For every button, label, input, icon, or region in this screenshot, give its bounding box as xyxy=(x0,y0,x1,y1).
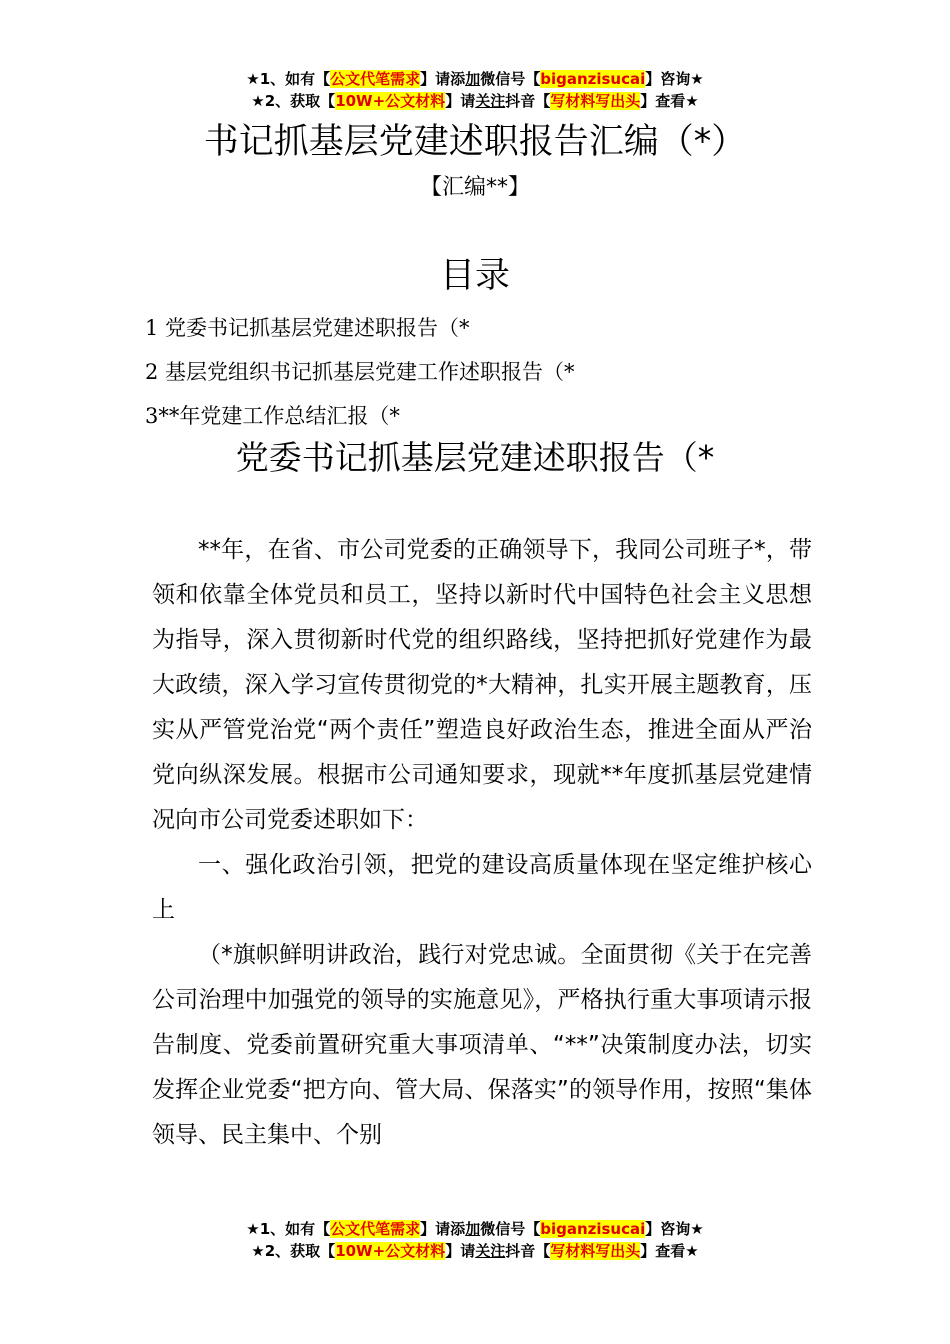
banner-text: 】查看★ xyxy=(640,92,699,110)
body-text xyxy=(152,528,812,1158)
toc-title: 目录 xyxy=(439,256,510,296)
paragraph: （*旗帜鲜明讲政治，践行对党忠诚。全面贯彻《关于在完善公司治理中加强党的领导的实施意见》，严格执行重大事项请示报告制度、党委前置研究重大事项清单、“**”决策制度办法，切实发挥企业党委“把方向、管大局、保落实”的领导作用，按照“集体领导、民主集中、个别 xyxy=(152,942,812,1148)
banner-underline: 加 xyxy=(465,70,481,88)
banner-text: 抖音【 xyxy=(505,92,551,110)
banner-line-2 xyxy=(0,1240,950,1262)
header-banner xyxy=(0,68,950,112)
toc-item[interactable]: 2 基层党组织书记抓基层党建工作述职报告（* xyxy=(145,360,575,384)
banner-text: 微信号【 xyxy=(480,70,541,88)
banner-text: 微信号【 xyxy=(480,1220,541,1238)
banner-underline: 关注 xyxy=(475,92,506,110)
banner-line-2 xyxy=(0,90,950,112)
banner-highlight: 写材料写出头 xyxy=(550,92,641,110)
banner-text: 】咨询★ xyxy=(645,70,704,88)
banner-line-1 xyxy=(0,1218,950,1240)
toc-item[interactable]: 1 党委书记抓基层党建述职报告（* xyxy=(145,316,470,340)
banner-underline: 加 xyxy=(465,1220,481,1238)
banner-text: ★2、获取【 xyxy=(251,1242,336,1260)
banner-text: ★2、获取【 xyxy=(251,92,336,110)
banner-highlight: 10W+公文材料 xyxy=(335,92,446,110)
paragraph-heading: 一、强化政治引领，把党的建设高质量体现在坚定维护核心上 xyxy=(152,852,812,923)
document-subtitle: 【汇编**】 xyxy=(419,175,530,200)
banner-line-1 xyxy=(0,68,950,90)
banner-text: 】请添 xyxy=(420,70,466,88)
paragraph: **年，在省、市公司党委的正确领导下，我同公司班子*，带领和依靠全体党员和员工，坚持以新时代中国特色社会主义思想为指导，深入贯彻新时代党的组织路线，坚持把抓好党建作为最大政绩，深入学习宣传贯彻党的*大精神，扎实开展主题教育，压实从严管党治党“两个责任”塑造良好政治生态，推进全面从严治党向纵深发展。根据市公司通知要求，现就**年度抓基层党建情况向市公司党委述职如下： xyxy=(152,537,812,833)
banner-text: 抖音【 xyxy=(505,1242,551,1260)
banner-text: 】请 xyxy=(445,92,476,110)
banner-text: ★1、如有【 xyxy=(246,70,331,88)
banner-text: 】查看★ xyxy=(640,1242,699,1260)
banner-underline: 关注 xyxy=(475,1242,506,1260)
banner-highlight: 公文代笔需求 xyxy=(330,1220,421,1238)
banner-highlight: biganzisucai xyxy=(540,70,646,88)
banner-text: 】请添 xyxy=(420,1220,466,1238)
table-of-contents xyxy=(145,306,575,438)
footer-banner xyxy=(0,1218,950,1262)
banner-highlight: biganzisucai xyxy=(540,1220,646,1238)
banner-highlight: 写材料写出头 xyxy=(550,1242,641,1260)
banner-text: 】请 xyxy=(445,1242,476,1260)
section-title: 党委书记抓基层党建述职报告（* xyxy=(235,438,715,477)
banner-text: ★1、如有【 xyxy=(246,1220,331,1238)
banner-text: 】咨询★ xyxy=(645,1220,704,1238)
toc-item[interactable]: 3**年党建工作总结汇报（* xyxy=(145,404,400,428)
banner-highlight: 公文代笔需求 xyxy=(330,70,421,88)
document-title: 书记抓基层党建述职报告汇编（*） xyxy=(203,122,747,162)
banner-highlight: 10W+公文材料 xyxy=(335,1242,446,1260)
